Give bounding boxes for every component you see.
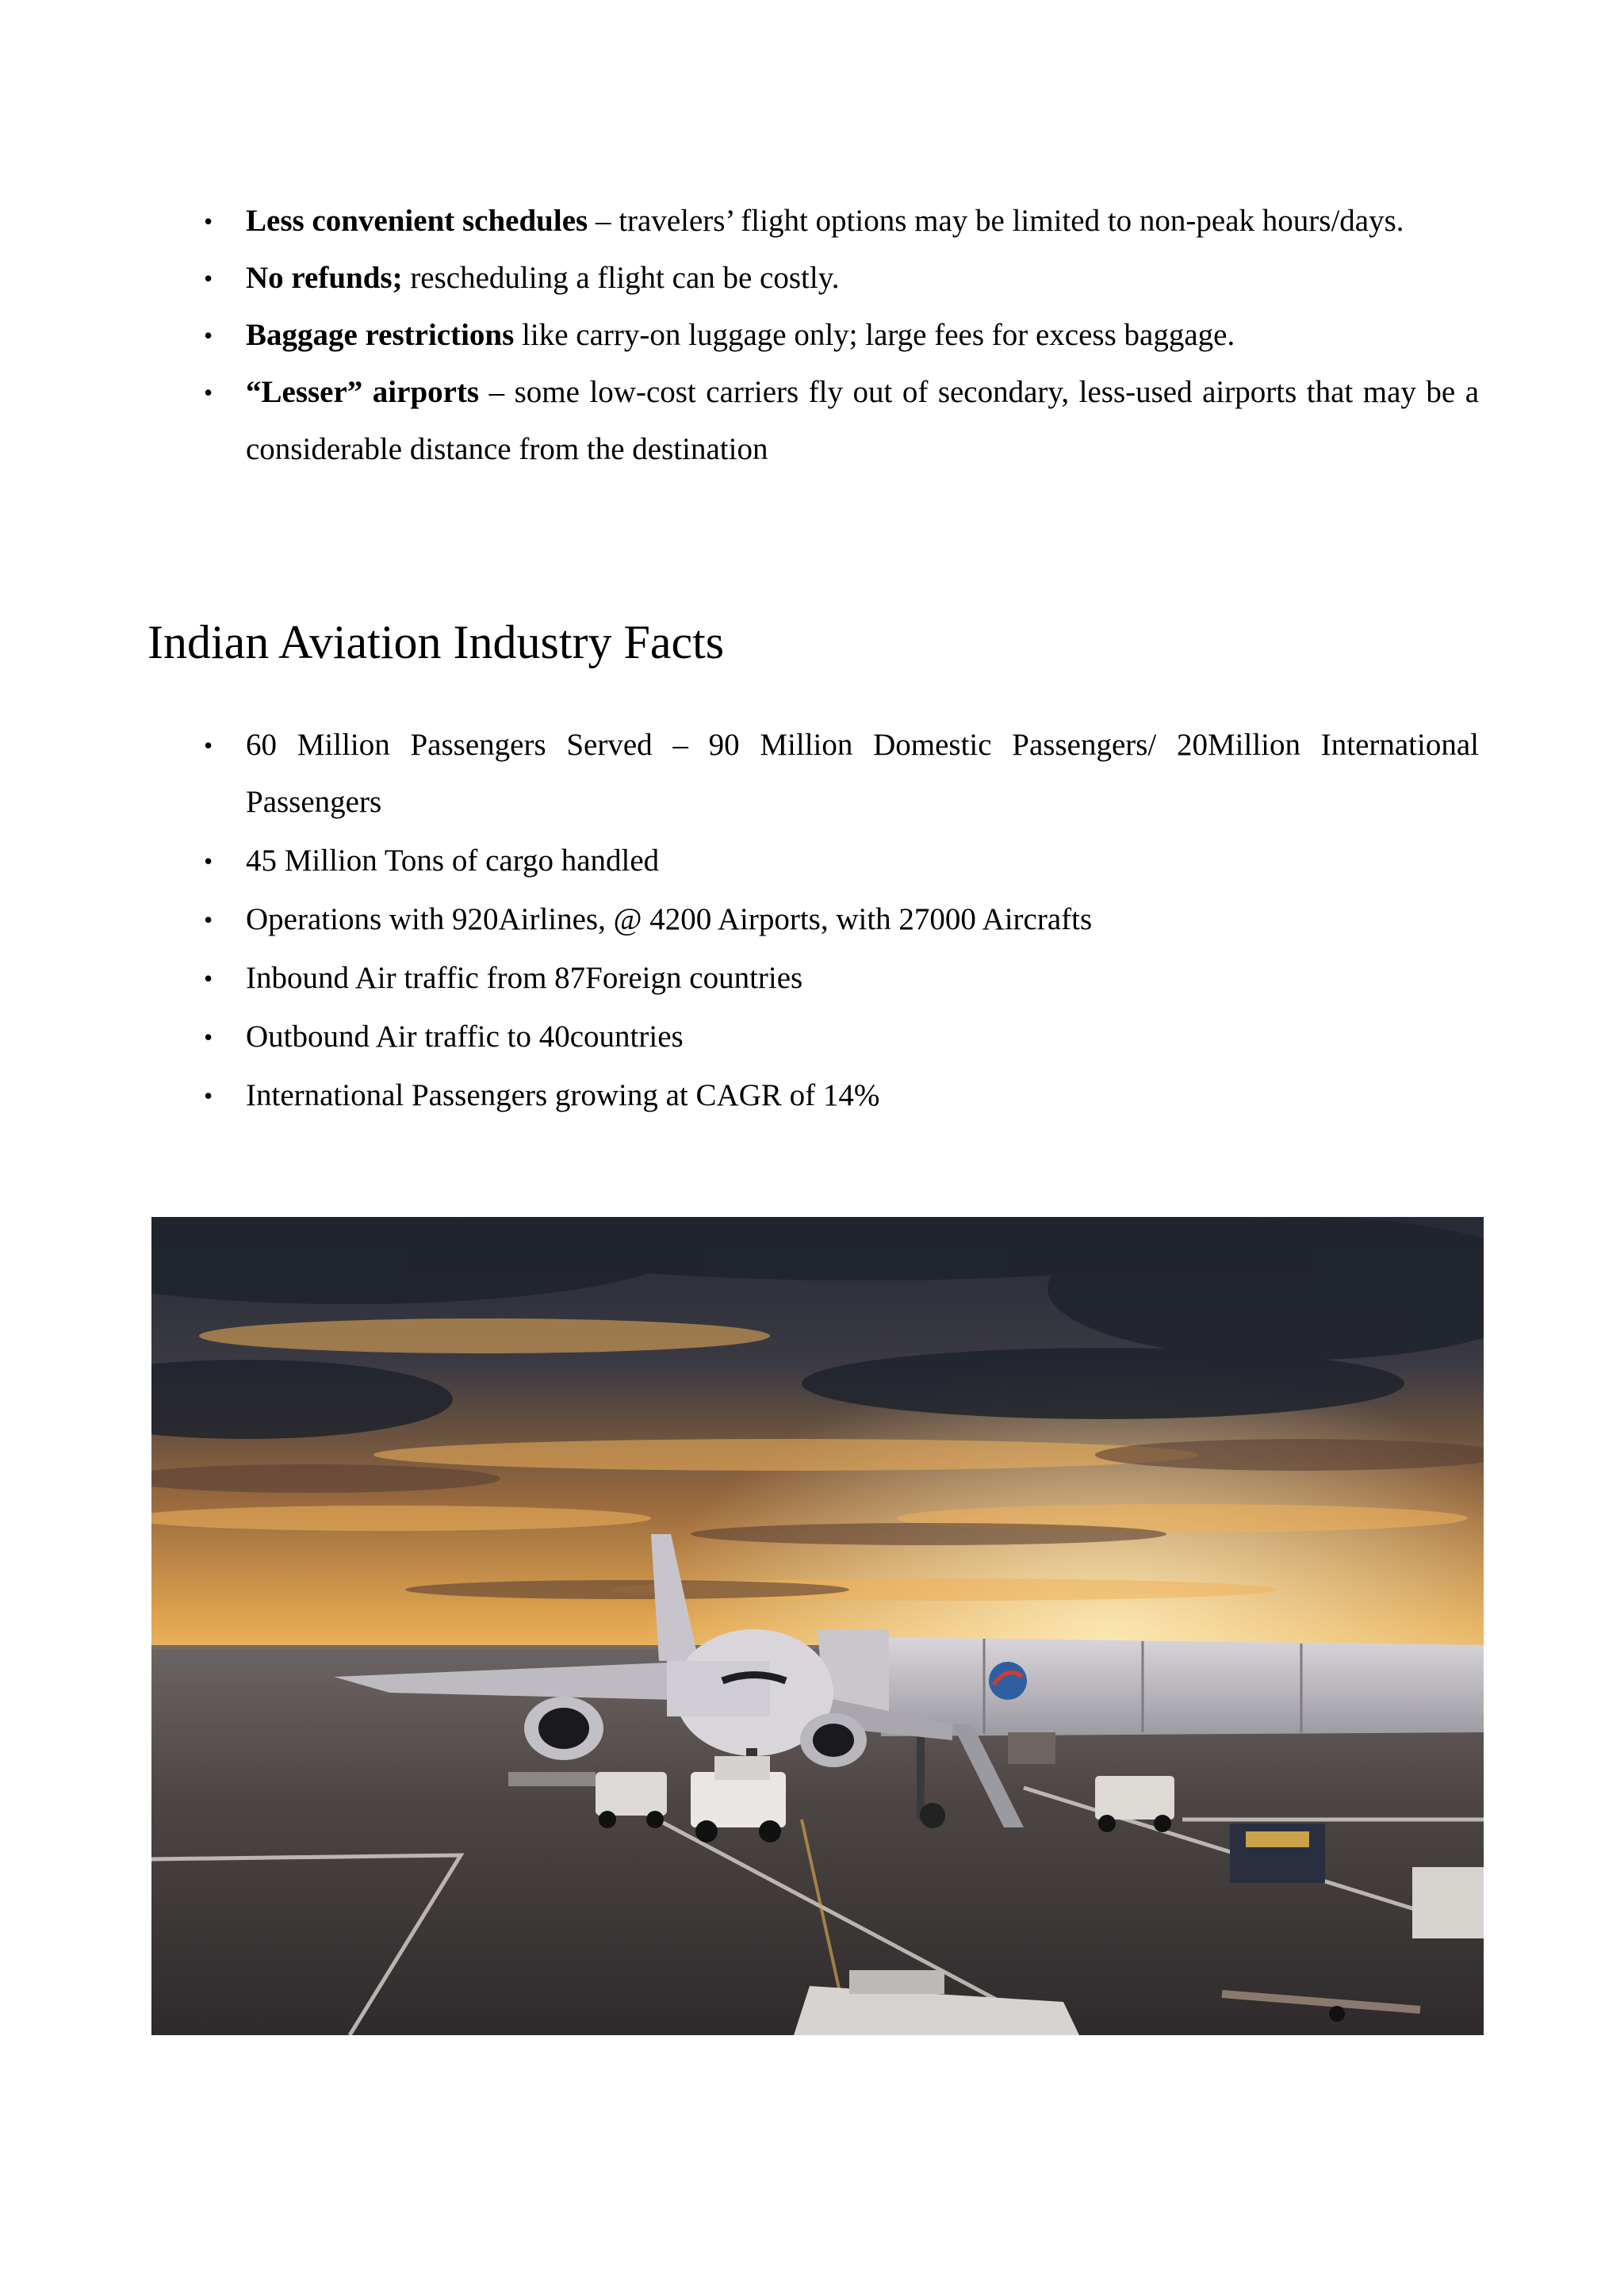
list-item-text: like carry-on luggage only; large fees for excess baggage. [514,318,1235,352]
facts-list [204,717,1479,1126]
list-item-text: International Passengers growing at CAGR of 14% [246,1078,880,1112]
list-item [204,1008,1479,1066]
list-item [204,1067,1479,1124]
list-item-text: 45 Million Tons of cargo handled [246,844,660,878]
bullet-icon: • [204,264,213,293]
bullet-icon: • [204,378,213,407]
bullet-icon: • [204,207,213,235]
airplane-at-gate-illustration [151,1217,1484,2035]
list-item-text: – some low-cost carriers fly out of secondary, less-used airports that may be a considerable distance from the destination [246,375,1480,466]
list-item-text: Outbound Air traffic to 40countries [246,1020,684,1054]
list-item-text: Inbound Air traffic from 87Foreign countries [246,961,803,995]
list-item-text: 60 Million Passengers Served – 90 Million Domestic Passengers/ 20Million International Passengers [246,728,1479,819]
list-item [204,250,1479,307]
list-item [204,364,1480,478]
section-heading: Indian Aviation Industry Facts [147,616,725,668]
bullet-icon: • [204,1023,213,1051]
bullet-icon: • [204,731,213,760]
disadvantages-list [204,193,1480,478]
airport-sunset-photo [151,1217,1484,2035]
list-item-bold: Baggage restrictions [246,318,515,352]
list-item-text: – travelers’ flight options may be limited to non-peak hours/days. [588,204,1404,238]
list-item [204,193,1479,250]
bullet-icon: • [204,321,213,350]
bullet-icon: • [204,1081,213,1110]
list-item [204,717,1479,831]
bullet-icon: • [204,847,213,875]
list-item-text: Operations with 920Airlines, @ 4200 Airports, with 27000 Aircrafts [246,902,1093,936]
list-item-bold: No refunds; [246,261,403,295]
list-item [204,950,1479,1007]
list-item-text: rescheduling a flight can be costly. [402,261,840,295]
bullet-icon: • [204,905,213,934]
list-item [204,891,1479,948]
list-item-bold: “Lesser” airports [246,375,480,409]
list-item-bold: Less convenient schedules [246,204,588,238]
bullet-icon: • [204,964,213,993]
list-item [204,832,1479,890]
list-item [204,307,1479,364]
